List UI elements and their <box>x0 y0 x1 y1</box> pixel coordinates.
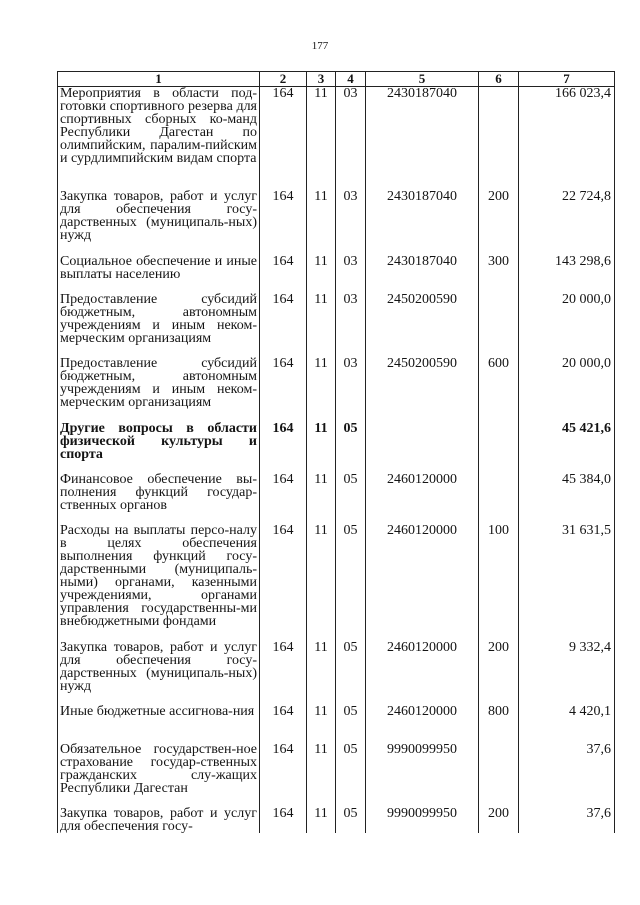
cell-code-4: 05 <box>336 473 366 524</box>
cell-code-5: 2430187040 <box>366 255 479 293</box>
table-row <box>58 190 615 255</box>
cell-code-6: 200 <box>479 190 519 255</box>
cell-code-3: 11 <box>307 357 336 422</box>
cell-code-6 <box>479 743 519 807</box>
cell-amount: 20 000,0 <box>519 293 615 357</box>
column-header: 2 <box>260 72 307 87</box>
row-name: Закупка товаров, работ и услуг для обеспечения госу- <box>58 807 260 833</box>
row-name: Иные бюджетные ассигнова-ния <box>58 705 260 743</box>
cell-amount: 20 000,0 <box>519 357 615 422</box>
cell-code-6 <box>479 87 519 191</box>
cell-amount: 166 023,4 <box>519 87 615 191</box>
cell-code-2: 164 <box>260 641 307 705</box>
cell-amount: 22 724,8 <box>519 190 615 255</box>
cell-amount: 45 421,6 <box>519 422 615 473</box>
column-header: 6 <box>479 72 519 87</box>
cell-amount: 4 420,1 <box>519 705 615 743</box>
header-row <box>58 72 615 87</box>
table-row <box>58 473 615 524</box>
cell-code-4: 03 <box>336 190 366 255</box>
cell-code-2: 164 <box>260 87 307 191</box>
cell-code-2: 164 <box>260 422 307 473</box>
table-row <box>58 87 615 191</box>
row-name: Предоставление субсидий бюджетным, автономным учреждениям и иным неком-мерческим организациям <box>58 357 260 422</box>
row-name: Закупка товаров, работ и услуг для обеспечения госу-дарственных (муниципаль-ных) нужд <box>58 190 260 255</box>
table-row <box>58 807 615 833</box>
cell-code-3: 11 <box>307 807 336 833</box>
cell-code-3: 11 <box>307 87 336 191</box>
cell-amount: 31 631,5 <box>519 524 615 641</box>
row-name: Закупка товаров, работ и услуг для обеспечения госу-дарственных (муниципаль-ных) нужд <box>58 641 260 705</box>
cell-code-5: 2450200590 <box>366 293 479 357</box>
cell-code-2: 164 <box>260 705 307 743</box>
cell-code-3: 11 <box>307 524 336 641</box>
cell-code-4: 03 <box>336 255 366 293</box>
table-row <box>58 422 615 473</box>
cell-code-5: 2460120000 <box>366 524 479 641</box>
cell-code-6: 200 <box>479 641 519 705</box>
cell-code-6 <box>479 293 519 357</box>
cell-code-6 <box>479 422 519 473</box>
cell-code-3: 11 <box>307 255 336 293</box>
cell-code-2: 164 <box>260 807 307 833</box>
table-row <box>58 357 615 422</box>
row-name: Социальное обеспечение и иные выплаты населению <box>58 255 260 293</box>
cell-code-4: 03 <box>336 293 366 357</box>
table-row <box>58 255 615 293</box>
cell-code-3: 11 <box>307 705 336 743</box>
cell-code-3: 11 <box>307 473 336 524</box>
cell-code-4: 05 <box>336 807 366 833</box>
cell-code-4: 05 <box>336 705 366 743</box>
cell-code-5: 2430187040 <box>366 87 479 191</box>
cell-code-6 <box>479 473 519 524</box>
row-name: Расходы на выплаты персо-налу в целях обеспечения выполнения функций госу-дарственными (муниципаль-ными) органами, казенными учреждениями, органами управления государственны-ми внебюджетными фондами <box>58 524 260 641</box>
cell-amount: 45 384,0 <box>519 473 615 524</box>
cell-code-6: 100 <box>479 524 519 641</box>
cell-code-3: 11 <box>307 293 336 357</box>
column-header: 1 <box>58 72 260 87</box>
budget-table <box>57 71 615 833</box>
cell-code-2: 164 <box>260 357 307 422</box>
cell-code-3: 11 <box>307 190 336 255</box>
row-name: Предоставление субсидий бюджетным, автономным учреждениям и иным неком-мерческим организациям <box>58 293 260 357</box>
row-name: Обязательное государствен-ное страхование государ-ственных гражданских слу-жащих Республики Дагестан <box>58 743 260 807</box>
cell-amount: 37,6 <box>519 743 615 807</box>
cell-code-2: 164 <box>260 743 307 807</box>
column-header: 7 <box>519 72 615 87</box>
cell-code-3: 11 <box>307 743 336 807</box>
cell-code-6: 800 <box>479 705 519 743</box>
cell-code-4: 05 <box>336 524 366 641</box>
cell-code-6: 200 <box>479 807 519 833</box>
cell-code-2: 164 <box>260 524 307 641</box>
cell-code-5: 2450200590 <box>366 357 479 422</box>
cell-code-3: 11 <box>307 422 336 473</box>
cell-code-6: 600 <box>479 357 519 422</box>
row-name: Финансовое обеспечение вы-полнения функций государ-ственных органов <box>58 473 260 524</box>
table-row <box>58 705 615 743</box>
cell-code-5: 2460120000 <box>366 641 479 705</box>
cell-amount: 37,6 <box>519 807 615 833</box>
cell-code-2: 164 <box>260 190 307 255</box>
cell-code-5: 9990099950 <box>366 743 479 807</box>
table-row <box>58 743 615 807</box>
row-name: Другие вопросы в области физической культуры и спорта <box>58 422 260 473</box>
cell-code-5: 2460120000 <box>366 473 479 524</box>
cell-code-4: 03 <box>336 87 366 191</box>
cell-code-5: 2460120000 <box>366 705 479 743</box>
cell-code-5: 9990099950 <box>366 807 479 833</box>
cell-amount: 9 332,4 <box>519 641 615 705</box>
cell-code-5: 2430187040 <box>366 190 479 255</box>
cell-code-2: 164 <box>260 473 307 524</box>
column-header: 4 <box>336 72 366 87</box>
cell-code-4: 05 <box>336 422 366 473</box>
cell-code-4: 05 <box>336 641 366 705</box>
cell-code-3: 11 <box>307 641 336 705</box>
table-row <box>58 293 615 357</box>
cell-code-6: 300 <box>479 255 519 293</box>
page-number: 177 <box>311 40 329 52</box>
table-row <box>58 641 615 705</box>
table-row <box>58 524 615 641</box>
column-header: 3 <box>307 72 336 87</box>
cell-code-4: 03 <box>336 357 366 422</box>
cell-code-2: 164 <box>260 293 307 357</box>
column-header: 5 <box>366 72 479 87</box>
row-name: Мероприятия в области под-готовки спортивного резерва для спортивных сборных ко-манд Республики Дагестан по олимпийским, паралим-пийским и сурдлимпийским видам спорта <box>58 87 260 191</box>
cell-code-5 <box>366 422 479 473</box>
cell-code-4: 05 <box>336 743 366 807</box>
cell-amount: 143 298,6 <box>519 255 615 293</box>
cell-code-2: 164 <box>260 255 307 293</box>
